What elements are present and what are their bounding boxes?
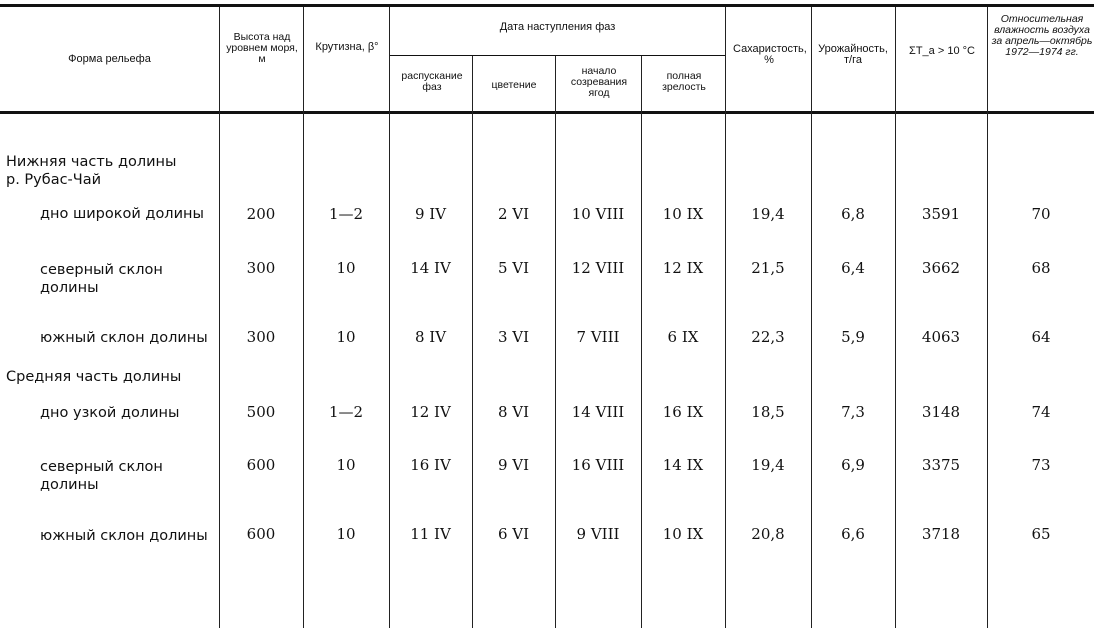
header-yield: Урожайность, т/га: [818, 43, 888, 66]
header-phase-group: Дата наступления фаз: [499, 21, 616, 33]
cell-ripen: 10 VIII: [571, 205, 625, 223]
cell-yield: 5,9: [841, 328, 865, 346]
row-relief-form: дно узкой долины: [40, 405, 180, 421]
cell-slope: 1—2: [328, 403, 364, 421]
cell-bud: 8 IV: [414, 328, 447, 346]
header-bottom-rule: [0, 111, 1094, 114]
cell-altitude: 600: [246, 525, 276, 543]
cell-slope: 1—2: [328, 205, 364, 223]
header-bloom: цветение: [491, 79, 537, 91]
cell-slope: 10: [336, 259, 356, 277]
cell-temp: 4063: [921, 328, 961, 346]
phase-group-rule: [390, 55, 725, 56]
cell-altitude: 600: [246, 456, 276, 474]
row-relief-form: южный склон долины: [40, 330, 208, 346]
header-altitude: Высота над уровнем моря, м: [226, 31, 298, 65]
cell-bud: 12 IV: [410, 403, 451, 421]
cell-altitude: 200: [246, 205, 276, 223]
cell-full: 10 IX: [662, 205, 704, 223]
cell-humidity: 68: [1031, 259, 1051, 277]
cell-sugar: 19,4: [751, 205, 785, 223]
cell-sugar: 20,8: [751, 525, 785, 543]
cell-full: 10 IX: [662, 525, 704, 543]
cell-ripen: 9 VIII: [576, 525, 620, 543]
cell-yield: 6,8: [841, 205, 865, 223]
header-sugar: Сахаристость, %: [733, 43, 807, 66]
cell-bud: 11 IV: [410, 525, 451, 543]
cell-temp: 3375: [921, 456, 961, 474]
cell-full: 16 IX: [662, 403, 704, 421]
cell-bud: 14 IV: [410, 259, 451, 277]
section-title: Средняя часть долины: [6, 369, 182, 385]
table-top-rule: [0, 4, 1094, 7]
header-bud: распускание фаз: [401, 70, 463, 93]
cell-bloom: 3 VI: [497, 328, 530, 346]
cell-ripen: 12 VIII: [571, 259, 625, 277]
cell-full: 14 IX: [662, 456, 704, 474]
cell-humidity: 74: [1031, 403, 1051, 421]
cell-slope: 10: [336, 525, 356, 543]
cell-full: 12 IX: [662, 259, 704, 277]
cell-bloom: 5 VI: [497, 259, 530, 277]
cell-yield: 7,3: [841, 403, 865, 421]
cell-altitude: 300: [246, 259, 276, 277]
section-title: Нижняя часть долины р. Рубас-Чай: [6, 154, 177, 188]
row-relief-form: южный склон долины: [40, 528, 208, 544]
cell-ripen: 14 VIII: [571, 403, 625, 421]
cell-bloom: 2 VI: [497, 205, 530, 223]
cell-humidity: 70: [1031, 205, 1051, 223]
cell-temp: 3148: [921, 403, 961, 421]
header-ripen-start: начало созревания ягод: [570, 65, 628, 99]
cell-slope: 10: [336, 456, 356, 474]
row-relief-form: северный склон долины: [40, 459, 163, 493]
cell-humidity: 64: [1031, 328, 1051, 346]
header-humidity: Относительная влажность воздуха за апрель—октябрь 1972—1974 гг.: [991, 13, 1093, 58]
cell-sugar: 21,5: [751, 259, 785, 277]
cell-bud: 16 IV: [410, 456, 451, 474]
cell-bloom: 8 VI: [497, 403, 530, 421]
row-relief-form: северный склон долины: [40, 262, 163, 296]
cell-bloom: 9 VI: [497, 456, 530, 474]
header-temp-sum: ΣT_a > 10 °C: [909, 45, 975, 57]
cell-sugar: 22,3: [751, 328, 785, 346]
cell-temp: 3591: [921, 205, 961, 223]
cell-slope: 10: [336, 328, 356, 346]
cell-yield: 6,6: [841, 525, 865, 543]
header-full-ripe: полная зрелость: [662, 70, 706, 93]
cell-sugar: 19,4: [751, 456, 785, 474]
cell-humidity: 73: [1031, 456, 1051, 474]
cell-altitude: 500: [246, 403, 276, 421]
cell-yield: 6,9: [841, 456, 865, 474]
cell-ripen: 7 VIII: [576, 328, 620, 346]
cell-altitude: 300: [246, 328, 276, 346]
cell-temp: 3662: [921, 259, 961, 277]
cell-humidity: 65: [1031, 525, 1051, 543]
cell-yield: 6,4: [841, 259, 865, 277]
cell-bud: 9 IV: [414, 205, 447, 223]
cell-full: 6 IX: [667, 328, 699, 346]
cell-ripen: 16 VIII: [571, 456, 625, 474]
header-relief: Форма рельефа: [68, 53, 151, 65]
cell-bloom: 6 VI: [497, 525, 530, 543]
cell-sugar: 18,5: [751, 403, 785, 421]
row-relief-form: дно широкой долины: [40, 206, 204, 222]
header-slope: Крутизна, β°: [315, 41, 379, 53]
cell-temp: 3718: [921, 525, 961, 543]
